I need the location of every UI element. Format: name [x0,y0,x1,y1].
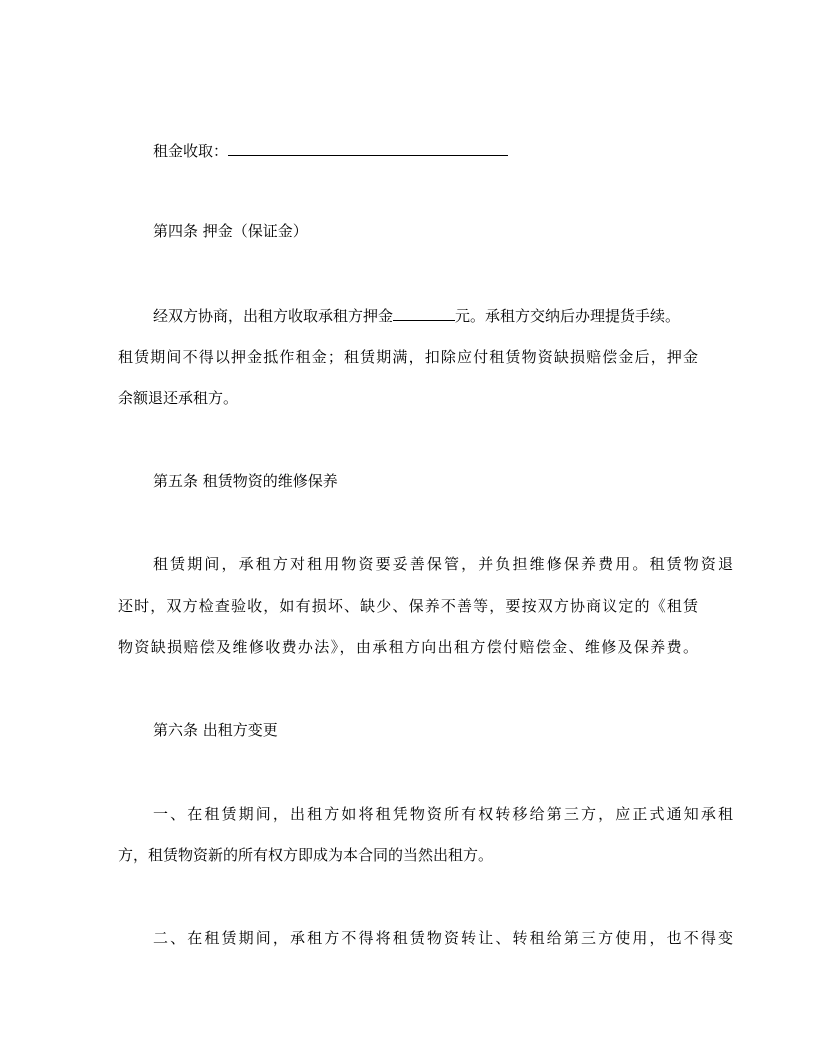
article-4-heading: 第四条 押金（保证金） [153,222,308,240]
article-4-paragraph-line-2: 租赁期间不得以押金抵作租金；租赁期满，扣除应付租赁物资缺损赔偿金后，押金 [118,348,698,366]
article-6-item-2-line-1: 二、在租赁期间，承租方不得将租赁物资转让、转租给第三方使用，也不得变 [153,929,733,947]
article-6-heading: 第六条 出租方变更 [153,721,278,739]
deposit-amount-blank[interactable] [393,306,455,321]
rent-collection-label: 租金收取： [153,142,229,160]
article-6-item-1-line-2: 方，租赁物资新的所有权方即成为本合同的当然出租方。 [118,846,494,864]
article-5-paragraph-line-1: 租赁期间，承租方对租用物资要妥善保管，并负担维修保养费用。租赁物资退 [153,555,733,573]
article-5-paragraph-line-2: 还时，双方检查验收，如有损坏、缺少、保养不善等，要按双方协商议定的《租赁 [118,597,698,615]
article-5-paragraph-line-3: 物资缺损赔偿及维修收费办法》，由承租方向出租方偿付赔偿金、维修及保养费。 [118,638,698,656]
deposit-text-after: 元。承租方交纳后办理提货手续。 [455,307,681,325]
article-6-item-1-line-1: 一、在租赁期间，出租方如将租凭物资所有权转移给第三方，应正式通知承租 [153,805,733,823]
rent-collection-line [118,141,733,160]
article-5-heading: 第五条 租赁物资的维修保养 [153,472,338,490]
article-4-paragraph-line-3: 余额退还承租方。 [118,389,239,407]
rent-collection-blank[interactable] [228,141,508,156]
article-4-paragraph-line-1 [118,306,733,325]
deposit-text-before: 经双方协商，出租方收取承租方押金 [153,307,394,325]
